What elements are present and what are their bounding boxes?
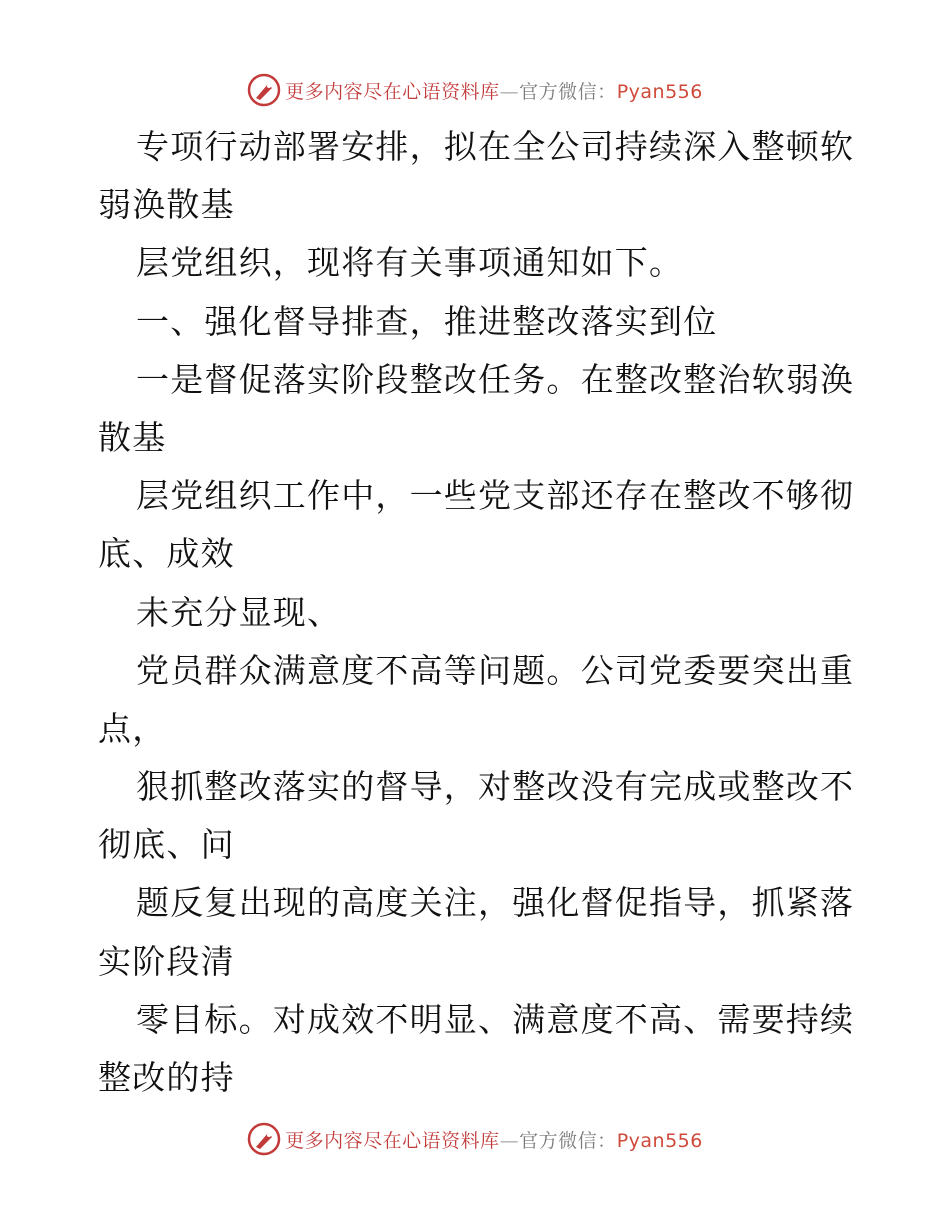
header-watermark [0, 70, 950, 110]
text-line: 党员群众满意度不高等问题。公司党委要突出重 [136, 650, 855, 690]
text-line: 狠抓整改落实的督导，对整改没有完成或整改不 [136, 767, 855, 807]
text-line: 一、强化督导排查，推进整改落实到位 [136, 301, 718, 341]
pen-logo-icon [247, 1122, 281, 1156]
watermark-text [285, 77, 703, 104]
text-line: 题反复出现的高度关注，强化督促指导，抓紧落 [136, 883, 855, 923]
text-line: 彻底、问 [98, 825, 235, 865]
text-line: 一是督促落实阶段整改任务。在整改整治软弱涣 [136, 359, 855, 399]
document-body [98, 118, 858, 1107]
text-line: 整改的持 [98, 1058, 235, 1097]
watermark-label: 官方微信： [519, 80, 617, 103]
watermark-separator: — [499, 1129, 520, 1152]
watermark-separator: — [499, 80, 520, 103]
text-line: 层党组织工作中，一些党支部还存在整改不够彻 [136, 476, 855, 516]
text-line: 点， [98, 708, 167, 748]
text-line: 弱涣散基 [98, 185, 235, 225]
text-line: 实阶段清 [98, 941, 235, 981]
watermark-id: Pyan556 [616, 1129, 703, 1152]
watermark-label: 官方微信： [519, 1129, 617, 1152]
watermark-site: 更多内容尽在心语资料库 [285, 1129, 500, 1152]
footer-watermark [0, 1119, 950, 1159]
text-line: 散基 [98, 417, 167, 457]
watermark-id: Pyan556 [616, 80, 703, 103]
text-line: 零目标。对成效不明显、满意度不高、需要持续 [136, 999, 855, 1039]
text-line: 底、成效 [98, 534, 235, 574]
text-line: 层党组织，现将有关事项通知如下。 [136, 243, 684, 283]
watermark-site: 更多内容尽在心语资料库 [285, 80, 500, 103]
text-line: 专项行动部署安排，拟在全公司持续深入整顿软 [136, 127, 855, 166]
watermark-text [285, 1126, 703, 1153]
text-line: 未充分显现、 [136, 592, 342, 632]
pen-logo-icon [247, 73, 281, 107]
